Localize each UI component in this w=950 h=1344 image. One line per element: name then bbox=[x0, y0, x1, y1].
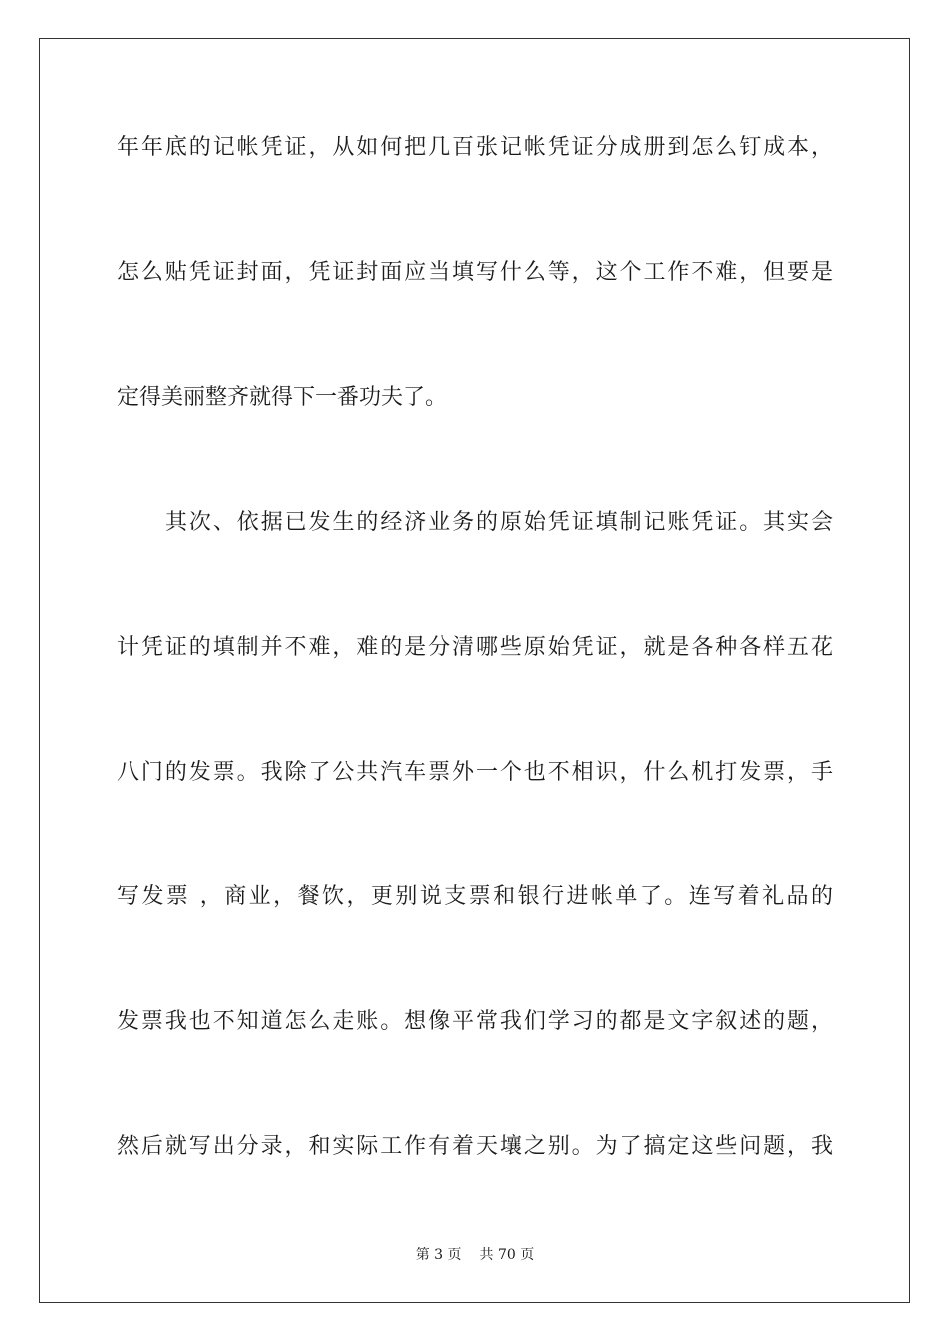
body-line-7: 写发票 ，商业，餐饮，更别说支票和银行进帐单了。连写着礼品的 bbox=[117, 884, 833, 909]
body-line-1: 年年底的记帐凭证，从如何把几百张记帐凭证分成册到怎么钉成本， bbox=[117, 135, 833, 160]
page-footer bbox=[0, 1245, 950, 1265]
body-line-3: 定得美丽整齐就得下一番功夫了。 bbox=[117, 385, 448, 410]
body-line-4: 其次、依据已发生的经济业务的原始凭证填制记账凭证。其实会 bbox=[165, 510, 833, 535]
page-number: 第 3 页 bbox=[415, 1247, 462, 1263]
body-line-8: 发票我也不知道怎么走账。想像平常我们学习的都是文字叙述的题， bbox=[117, 1009, 833, 1034]
page-border bbox=[39, 38, 910, 1303]
body-line-2: 怎么贴凭证封面，凭证封面应当填写什么等，这个工作不难，但要是 bbox=[117, 260, 833, 285]
body-line-6: 八门的发票。我除了公共汽车票外一个也不相识，什么机打发票，手 bbox=[117, 760, 833, 785]
body-line-5: 计凭证的填制并不难，难的是分清哪些原始凭证，就是各种各样五花 bbox=[117, 635, 833, 660]
page-total: 共 70 页 bbox=[479, 1247, 535, 1263]
body-line-9: 然后就写出分录，和实际工作有着天壤之别。为了搞定这些问题，我 bbox=[117, 1134, 833, 1159]
